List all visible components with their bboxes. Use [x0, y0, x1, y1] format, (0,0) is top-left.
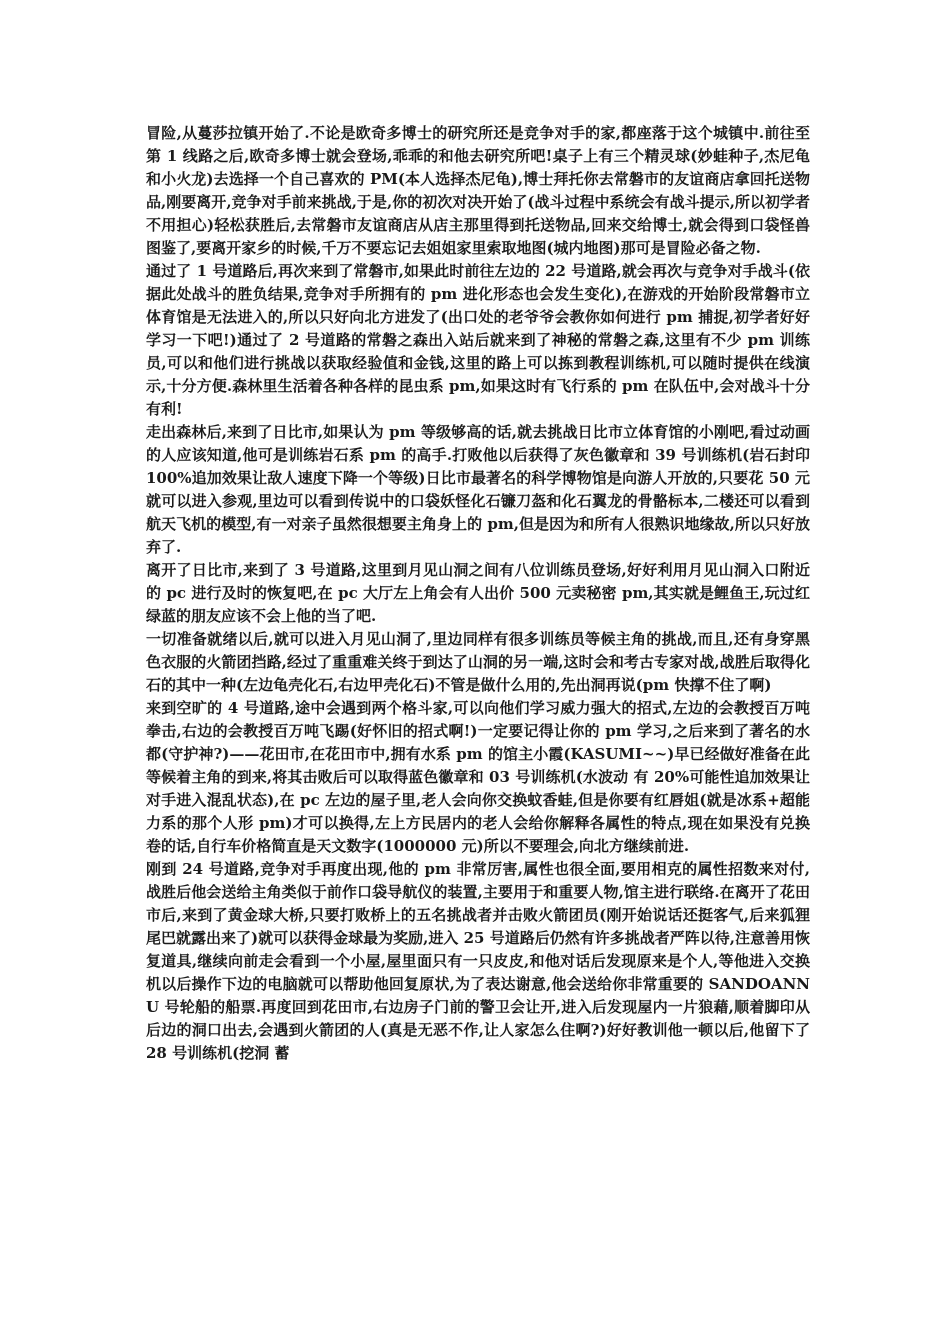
paragraph-6: 来到空旷的 4 号道路,途中会遇到两个格斗家,可以向他们学习威力强大的招式,左边的会教授百万吨拳击,右边的会教授百万吨飞踢(好怀旧的招式啊!)一定要记得让你的 pm 学习,之后来到了著名的水都(守护神?)——花田市,在花田市中,拥有水系 pm 的馆主小霞(KASUMI~~)早已经做好准备在此等候着主角的到来,将其击败后可以取得蓝色徽章和 03 号训练机(水波动 有 20%可能性追加效果让对手进入混乱状态),在 pc 左边的屋子里,老人会向你交换蚊香蛙,但是你要有红唇姐(就是冰系+超能力系的那个人形 pm)才可以换得,左上方民居内的老人会给你解释各属性的特点,现在如果没有兑换卷的话,自行车价格简直是天文数字(1000000 元)所以不要理会,向北方继续前进. [146, 699, 810, 855]
document-body [146, 122, 810, 1065]
paragraph-7: 刚到 24 号道路,竞争对手再度出现,他的 pm 非常厉害,属性也很全面,要用相克的属性招数来对付,战胜后他会送给主角类似于前作口袋导航仪的装置,主要用于和重要人物,馆主进行联络.在离开了花田市后,来到了黄金球大桥,只要打败桥上的五名挑战者并击败火箭团员(刚开始说话还挺客气,后来狐狸尾巴就露出来了)就可以获得金球最为奖励,进入 25 号道路后仍然有许多挑战者严阵以待,注意善用恢复道具,继续向前走会看到一个小屋,屋里面只有一只皮皮,和他对话后发现原来是个人,等他进入交换机以后操作下边的电脑就可以帮助他回复原状,为了表达谢意,他会送给你非常重要的 SANDOANNU 号轮船的船票.再度回到花田市,右边房子门前的警卫会让开,进入后发现屋内一片狼藉,顺着脚印从后边的洞口出去,会遇到火箭团的人(真是无恶不作,让人家怎么住啊?)好好教训他一顿以后,他留下了 28 号训练机(挖洞 蓄 [146, 860, 810, 1062]
paragraph-1: 冒险,从蔓莎拉镇开始了.不论是欧奇多博士的研究所还是竞争对手的家,都座落于这个城镇中.前往至第 1 线路之后,欧奇多博士就会登场,乖乖的和他去研究所吧!桌子上有三个精灵球(妙蛙种子,杰尼龟和小火龙)去选择一个自己喜欢的 PM(本人选择杰尼龟),博士拜托你去常磐市的友谊商店拿回托送物品,刚要离开,竞争对手前来挑战,于是,你的初次对决开始了(战斗过程中系统会有战斗提示,所以初学者不用担心)轻松获胜后,去常磐市友谊商店从店主那里得到托送物品,回来交给博士,就会得到口袋怪兽图鉴了,要离开家乡的时候,千万不要忘记去姐姐家里索取地图(城内地图)那可是冒险必备之物. [146, 124, 810, 257]
paragraph-4: 离开了日比市,来到了 3 号道路,这里到月见山洞之间有八位训练员登场,好好利用月见山洞入口附近的 pc 进行及时的恢复吧,在 pc 大厅左上角会有人出价 500 元卖秘密 pm,其实就是鲤鱼王,玩过红绿蓝的朋友应该不会上他的当了吧. [146, 561, 810, 625]
paragraph-3: 走出森林后,来到了日比市,如果认为 pm 等级够高的话,就去挑战日比市立体育馆的小刚吧,看过动画的人应该知道,他可是训练岩石系 pm 的高手.打败他以后获得了灰色徽章和 39 号训练机(岩石封印 100%追加效果让敌人速度下降一个等级)日比市最著名的科学博物馆是向游人开放的,只要花 50 元就可以进入参观,里边可以看到传说中的口袋妖怪化石镰刀盔和化石翼龙的骨骼标本,二楼还可以看到航天飞机的模型,有一对亲子虽然很想要主角身上的 pm,但是因为和所有人很熟识地缘故,所以只好放弃了. [146, 423, 810, 556]
paragraph-2: 通过了 1 号道路后,再次来到了常磐市,如果此时前往左边的 22 号道路,就会再次与竞争对手战斗(依据此处战斗的胜负结果,竞争对手所拥有的 pm 进化形态也会发生变化),在游戏的开始阶段常磐市立体育馆是无法进入的,所以只好向北方进发了(出口处的老爷爷会教你如何进行 pm 捕捉,初学者好好学习一下吧!)通过了 2 号道路的常磐之森出入站后就来到了神秘的常磐之森,这里有不少 pm 训练员,可以和他们进行挑战以获取经验值和金钱,这里的路上可以拣到教程训练机,可以随时提供在线演示,十分方便.森林里生活着各种各样的昆虫系 pm,如果这时有飞行系的 pm 在队伍中,会对战斗十分有利! [146, 262, 810, 418]
paragraph-5: 一切准备就绪以后,就可以进入月见山洞了,里边同样有很多训练员等候主角的挑战,而且,还有身穿黑色衣服的火箭团挡路,经过了重重难关终于到达了山洞的另一端,这时会和考古专家对战,战胜后取得化石的其中一种(左边龟壳化石,右边甲壳化石)不管是做什么用的,先出洞再说(pm 快撑不住了啊) [146, 630, 810, 694]
